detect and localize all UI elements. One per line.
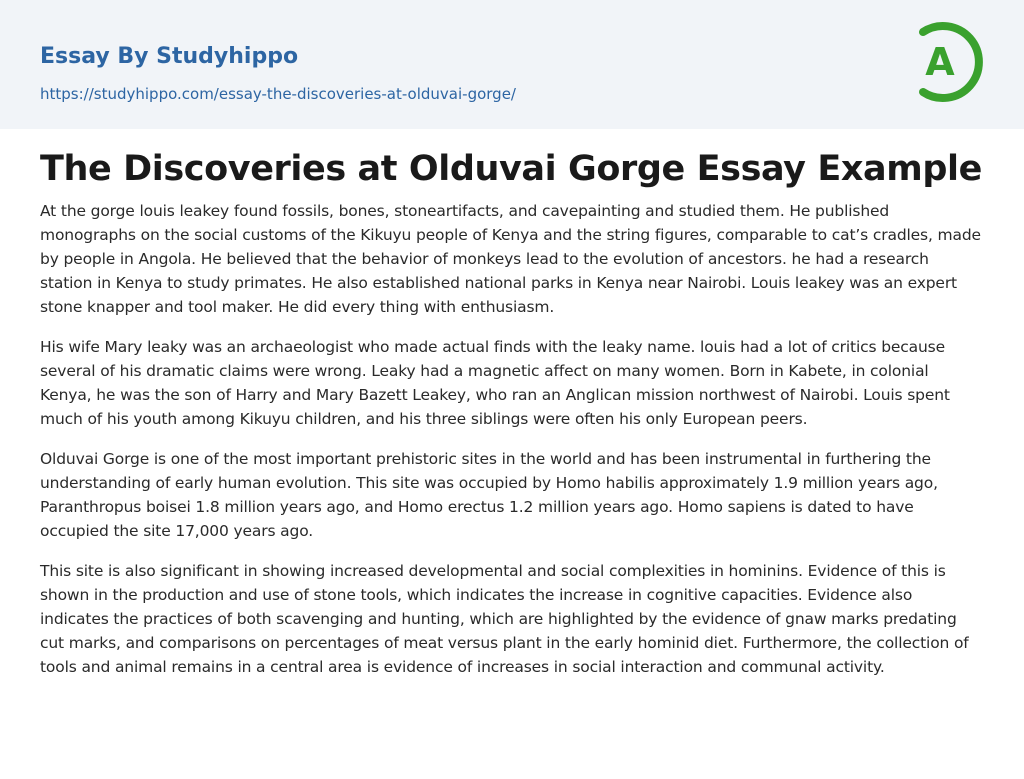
studyhippo-logo-icon[interactable] (911, 18, 987, 106)
site-title[interactable]: Essay By Studyhippo (40, 44, 299, 69)
logo-letter: A (925, 40, 955, 84)
article (0, 149, 1024, 679)
essay-url-link[interactable]: https://studyhippo.com/essay-the-discoveries-at-olduvai-gorge/ (40, 85, 516, 103)
article-paragraph-3: Olduvai Gorge is one of the most important prehistoric sites in the world and has been instrumental in furthering the understanding of early human evolution. This site was occupied by Homo habilis approximately 1.9 million years ago, Paranthropus boisei 1.8 million years ago, and Homo erectus 1.2 million years ago. Homo sapiens is dated to have occupied the site 17,000 years ago. (40, 450, 938, 540)
article-paragraph-1: At the gorge louis leakey found fossils, bones, stoneartifacts, and cavepainting and studied them. He published monographs on the social customs of the Kikuyu people of Kenya and the string figures, comparable to cat’s cradles, made by people in Angola. He believed that the behavior of monkeys lead to the evolution of ancestors. he had a research station in Kenya to study primates. He also established national parks in Kenya near Nairobi. Louis leakey was an expert stone knapper and tool maker. He did every thing with enthusiasm. (40, 202, 981, 316)
article-paragraph-4: This site is also significant in showing increased developmental and social complexities in hominins. Evidence of this is shown in the production and use of stone tools, which indicates the increase in cognitive capacities. Evidence also indicates the practices of both scavenging and hunting, which are highlighted by the evidence of gnaw marks predating cut marks, and comparisons on percentages of meat versus plant in the early hominid diet. Furthermore, the collection of tools and animal remains in a central area is evidence of increases in social interaction and communal activity. (40, 562, 969, 676)
article-title: The Discoveries at Olduvai Gorge Essay Example (40, 149, 982, 189)
site-header (0, 0, 1024, 129)
article-paragraph-2: His wife Mary leaky was an archaeologist who made actual finds with the leaky name. louis had a lot of critics because several of his dramatic claims were wrong. Leaky had a magnetic affect on many women. Born in Kabete, in colonial Kenya, he was the son of Harry and Mary Bazett Leakey, who ran an Anglican mission northwest of Nairobi. Louis spent much of his youth among Kikuyu children, and his three siblings were often his only European peers. (40, 338, 950, 428)
